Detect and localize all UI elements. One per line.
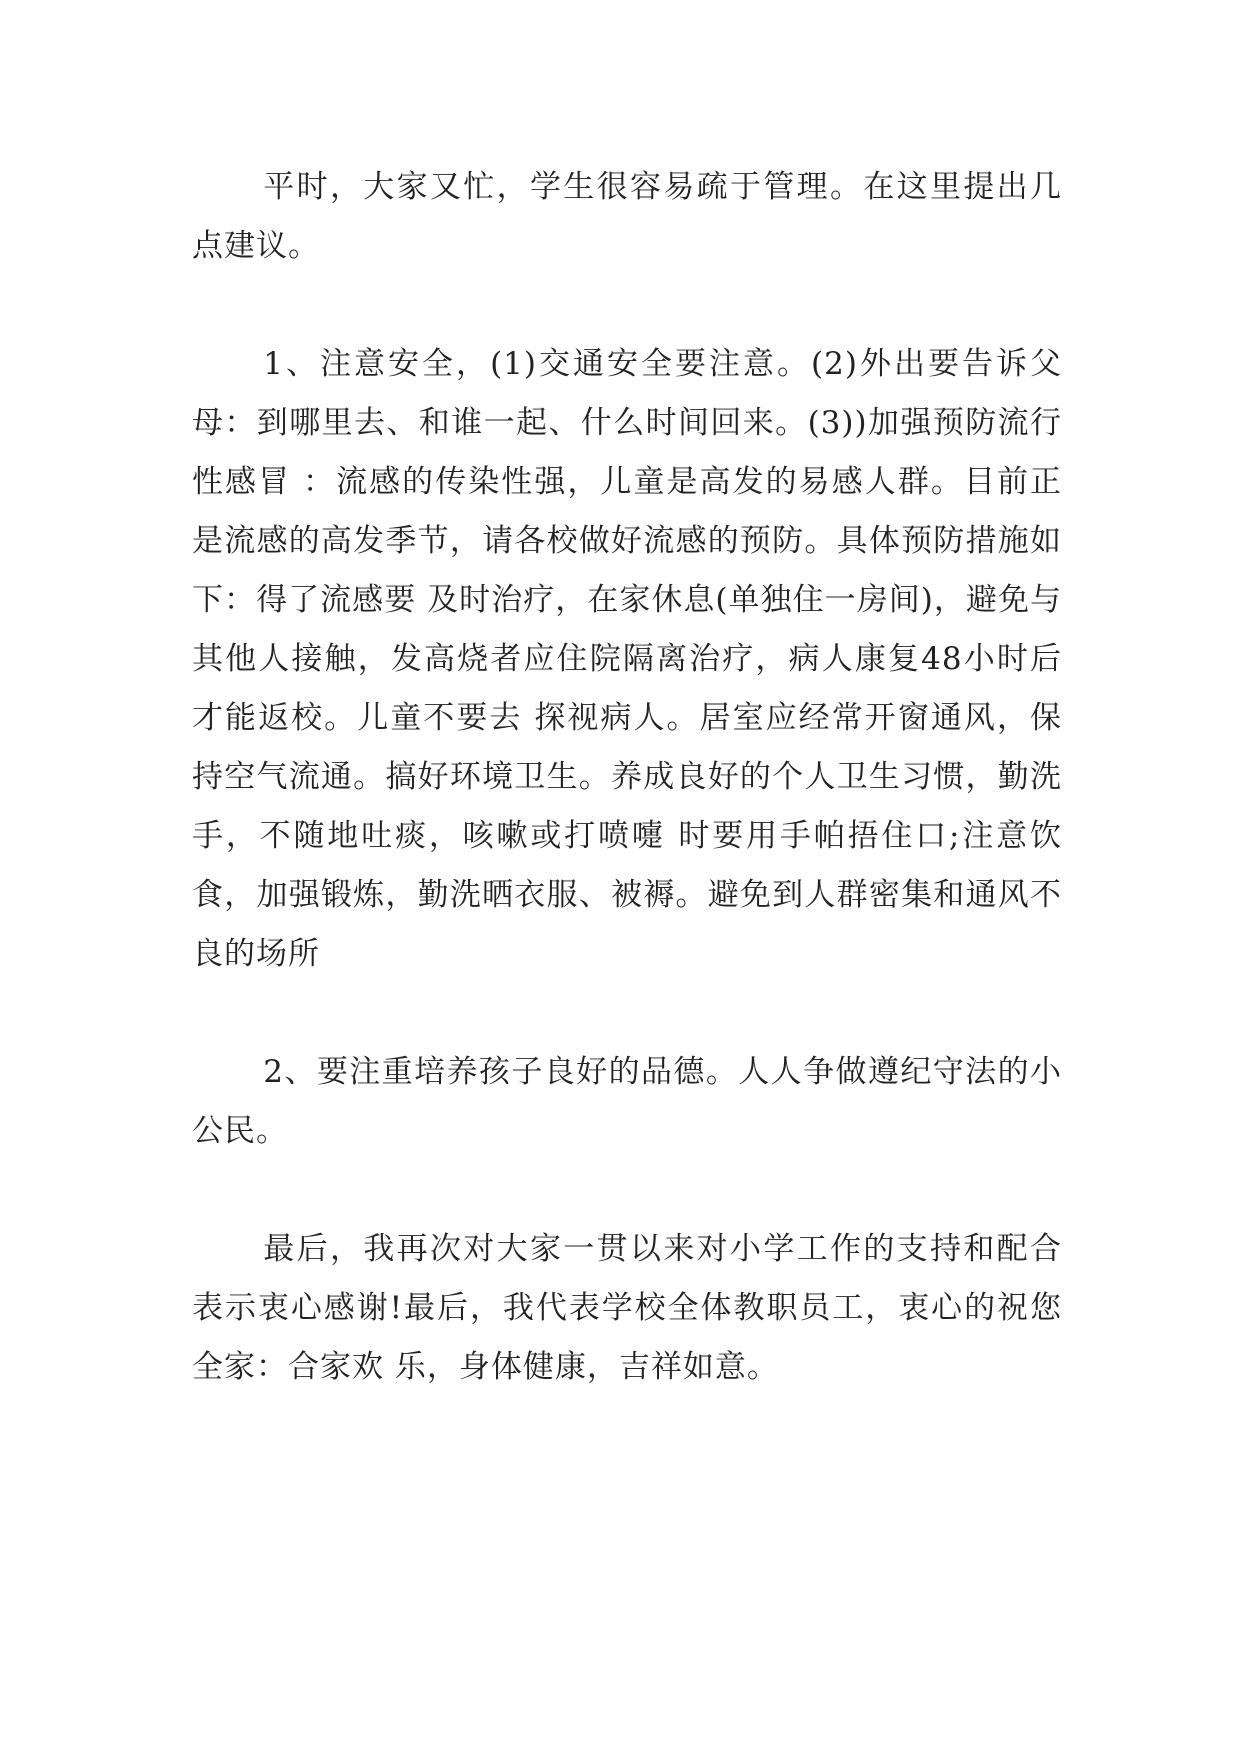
paragraph-closing: 最后，我再次对大家一贯以来对小学工作的支持和配合表示衷心感谢!最后，我代表学校全体教职员工，衷心的祝您全家：合家欢 乐，身体健康，吉祥如意。 [192,1231,1062,1385]
paragraph-advice-intro: 平时，大家又忙，学生很容易疏于管理。在这里提出几点建议。 [192,169,1062,264]
paragraph-morality: 2、要注重培养孩子良好的品德。人人争做遵纪守法的小公民。 [192,1054,1062,1149]
paragraph-safety: 1、注意安全，(1)交通安全要注意。(2)外出要告诉父母：到哪里去、和谁一起、什么时间回来。(3))加强预防流行性感冒 ：流感的传染性强，儿童是高发的易感人群。目前正是流感的高发季节，请各校做好流感的预防。具体预防措施如下：得了流感要 及时治疗，在家休息(单独住一房间)，避免与其他人接触，发高烧者应住院隔离治疗，病人康复48小时后才能返校。儿童不要去 探视病人。居室应经常开窗通风，保持空气流通。搞好环境卫生。养成良好的个人卫生习惯，勤洗手，不随地吐痰，咳嗽或打喷嚏 时要用手帕捂住口;注意饮食，加强锻炼，勤洗晒衣服、被褥。避免到人群密集和通风不良的场所 [192,346,1062,972]
document-page [192,158,1062,1397]
